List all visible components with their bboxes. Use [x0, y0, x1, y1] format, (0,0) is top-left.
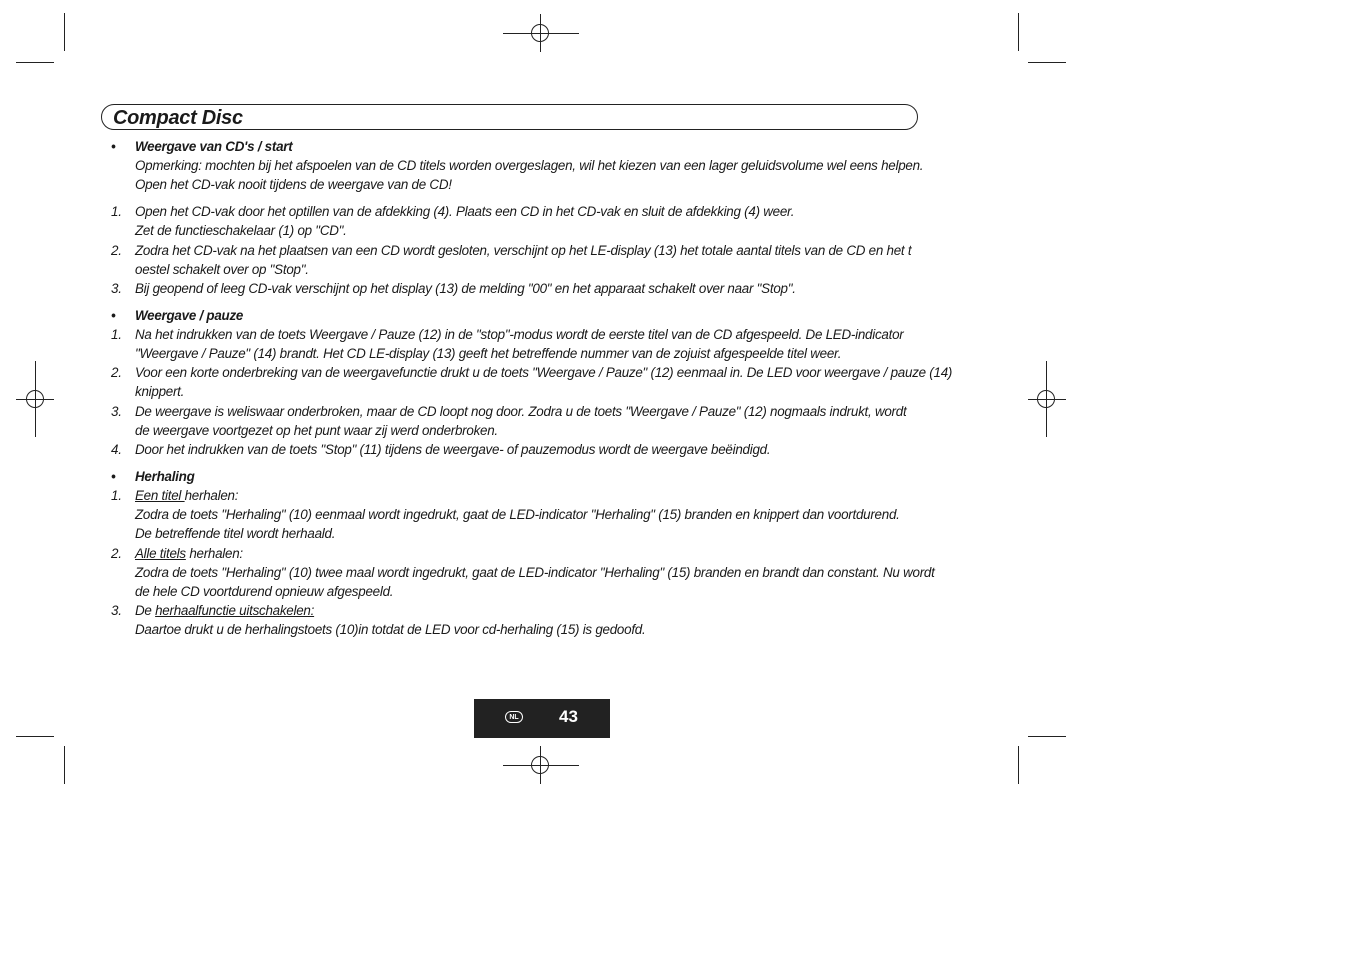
- item-line: Na het indrukken van de toets Weergave / Pauze (12) in de "stop"-modus wordt de eerste titel van de CD afgespeeld. De LED-indicator: [135, 326, 904, 342]
- list-item: [111, 544, 961, 602]
- item-label-rest: herhalen:: [184, 487, 239, 503]
- crop-mark: [64, 13, 65, 51]
- page-number: 43: [559, 707, 578, 726]
- list-item: [111, 363, 961, 401]
- item-line: Bij geopend of leeg CD-vak verschijnt op het display (13) de melding "00" en het apparaat schakelt over naar "Stop".: [135, 280, 796, 296]
- list-item: [111, 486, 961, 544]
- heading-text: Herhaling: [135, 468, 195, 484]
- manual-content: [111, 137, 961, 640]
- note-text: Opmerking: mochten bij het afspoelen van de CD titels worden overgeslagen, wil het kiezen van een lager geluidsvolume wel eens helpen.: [135, 158, 924, 174]
- item-number: 3.: [111, 280, 122, 296]
- item-line: Open het CD-vak door het optillen van de afdekking (4). Plaats een CD in het CD-vak en sluit de afdekking (4) weer.: [135, 204, 795, 220]
- item-line: Zet de functieschakelaar (1) op "CD".: [135, 223, 347, 239]
- item-line: De weergave is weliswaar onderbroken, maar de CD loopt nog door. Zodra u de toets "Weergave / Pauze" (12) nogmaals indrukt, wordt: [135, 403, 907, 419]
- item-line: Voor een korte onderbreking van de weergavefunctie drukt u de toets "Weergave / Pauze" (12) eenmaal in. De LED voor weergave / pauze (14): [135, 365, 953, 381]
- crop-mark: [16, 736, 54, 737]
- item-number: 2.: [111, 242, 122, 258]
- crop-mark: [64, 746, 65, 784]
- warning: [111, 175, 961, 194]
- list-item: [111, 601, 961, 639]
- item-label-rest: herhalen:: [185, 545, 243, 561]
- item-label-prefix: De: [135, 603, 156, 619]
- item-line: de hele CD voortdurend opnieuw afgespeeld.: [135, 583, 394, 599]
- item-line: Door het indrukken van de toets "Stop" (11) tijdens de weergave- of pauzemodus wordt de weergave beëindigd.: [135, 442, 771, 458]
- item-line: de weergave voortgezet op het punt waar zij werd onderbroken.: [135, 422, 498, 438]
- list-item: [111, 402, 961, 440]
- item-number: 3.: [111, 403, 122, 419]
- underlined-term: herhaalfunctie uitschakelen:: [155, 603, 315, 619]
- crop-mark: [1028, 736, 1066, 737]
- page-title: Compact Disc: [113, 107, 243, 129]
- list-item: [111, 325, 961, 363]
- underlined-term: Alle titels: [135, 545, 186, 561]
- list-item: [111, 440, 961, 459]
- bullet-icon: •: [111, 307, 116, 323]
- item-number: 3.: [111, 603, 122, 619]
- underlined-term: Een titel: [135, 487, 185, 503]
- section-heading-playback: [111, 137, 961, 156]
- warning-text: Open het CD-vak nooit tijdens de weergave van de CD!: [135, 177, 452, 193]
- note: [111, 156, 961, 175]
- item-line: De betreffende titel wordt herhaald.: [135, 526, 336, 542]
- item-line: Daartoe drukt u de herhalingstoets (10)in totdat de LED voor cd-herhaling (15) is gedoofd.: [135, 622, 646, 638]
- crop-mark: [16, 62, 54, 63]
- item-line: oestel schakelt over op "Stop".: [135, 261, 309, 277]
- list-item: [111, 241, 961, 279]
- crop-mark: [1018, 13, 1019, 51]
- section-heading-repeat: [111, 467, 961, 486]
- page-footer: [474, 699, 610, 738]
- item-number: 1.: [111, 487, 122, 503]
- item-line: Zodra de toets "Herhaling" (10) twee maal wordt ingedrukt, gaat de LED-indicator "Herhaling" (15) branden en brandt dan constant. Nu wordt: [135, 564, 935, 580]
- crop-mark: [1018, 746, 1019, 784]
- bullet-icon: •: [111, 468, 116, 484]
- item-number: 4.: [111, 442, 122, 458]
- section-title-box: [101, 104, 918, 130]
- crop-mark: [1028, 62, 1066, 63]
- item-number: 2.: [111, 365, 122, 381]
- heading-text: Weergave van CD's / start: [135, 139, 293, 154]
- item-line: knippert.: [135, 384, 185, 400]
- heading-text: Weergave / pauze: [135, 307, 244, 323]
- list-item: [111, 202, 961, 240]
- section-heading-pause: [111, 306, 961, 325]
- item-number: 1.: [111, 326, 122, 342]
- item-line: Zodra het CD-vak na het plaatsen van een CD wordt gesloten, verschijnt op het LE-display (13) het totale aantal titels van de CD en het t: [135, 242, 912, 258]
- bullet-icon: •: [111, 139, 116, 154]
- item-number: 2.: [111, 545, 122, 561]
- item-number: 1.: [111, 204, 122, 220]
- language-badge: NL: [505, 711, 523, 723]
- item-line: "Weergave / Pauze" (14) brandt. Het CD LE-display (13) geeft het betreffende nummer van de zojuist afgespeelde titel weer.: [135, 346, 842, 362]
- item-line: Zodra de toets "Herhaling" (10) eenmaal wordt ingedrukt, gaat de LED-indicator "Herhaling" (15) branden en knippert dan voortdurend.: [135, 507, 900, 523]
- list-item: [111, 279, 961, 298]
